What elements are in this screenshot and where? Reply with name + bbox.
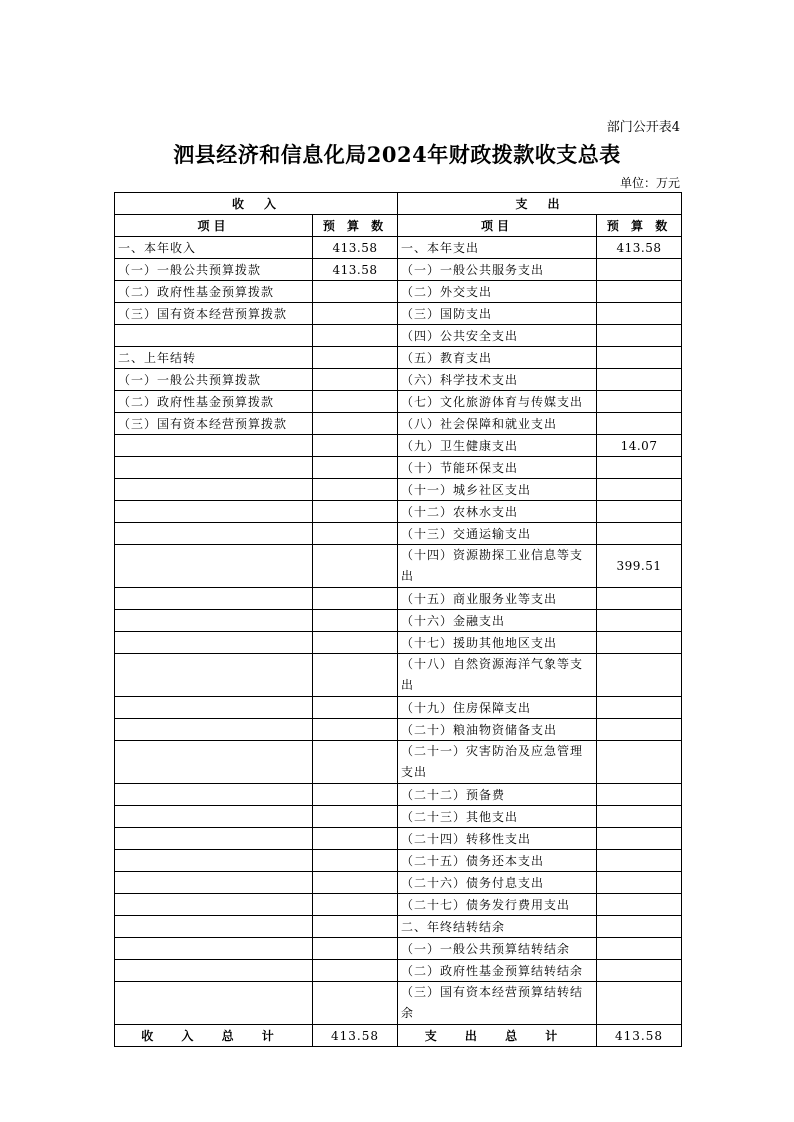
income-value-cell bbox=[313, 938, 398, 960]
income-item-cell bbox=[115, 457, 313, 479]
table-row bbox=[115, 610, 682, 632]
table-row bbox=[115, 413, 682, 435]
expense-value-cell bbox=[597, 654, 682, 697]
expense-value-cell bbox=[597, 347, 682, 369]
income-value-cell bbox=[313, 654, 398, 697]
page-title: 泗县经济和信息化局2024年财政拨款收支总表 bbox=[173, 142, 621, 167]
income-item-cell bbox=[115, 960, 313, 982]
expense-item-cell: （二十）粮油物资储备支出 bbox=[398, 719, 597, 741]
table-row bbox=[115, 894, 682, 916]
total-row bbox=[115, 1025, 682, 1047]
table-row bbox=[115, 632, 682, 654]
table-row bbox=[115, 588, 682, 610]
expense-value-cell bbox=[597, 719, 682, 741]
expense-value-cell bbox=[597, 850, 682, 872]
table-row bbox=[115, 237, 682, 259]
income-value-cell bbox=[313, 545, 398, 588]
table-row bbox=[115, 545, 682, 588]
expense-item-cell: 一、本年支出 bbox=[398, 237, 597, 259]
income-item-cell: （三）国有资本经营预算拨款 bbox=[115, 413, 313, 435]
income-item-cell bbox=[115, 719, 313, 741]
expense-value-cell bbox=[597, 523, 682, 545]
expense-budget-header: 预 算 数 bbox=[597, 215, 682, 237]
income-value-cell bbox=[313, 806, 398, 828]
income-item-cell bbox=[115, 654, 313, 697]
income-value-cell bbox=[313, 435, 398, 457]
unit-label: 单位：万元 bbox=[619, 176, 680, 190]
table-row bbox=[115, 523, 682, 545]
expense-value-cell bbox=[597, 588, 682, 610]
table-row bbox=[115, 281, 682, 303]
income-value-cell bbox=[313, 281, 398, 303]
income-item-cell bbox=[115, 610, 313, 632]
income-item-cell bbox=[115, 741, 313, 784]
income-item-cell bbox=[115, 632, 313, 654]
income-value-cell bbox=[313, 960, 398, 982]
expense-item-cell: （十四）资源勘探工业信息等支出 bbox=[398, 545, 597, 588]
income-value-cell bbox=[313, 588, 398, 610]
income-item-cell: （一）一般公共预算拨款 bbox=[115, 369, 313, 391]
income-item-cell: （二）政府性基金预算拨款 bbox=[115, 391, 313, 413]
expense-item-cell: 二、年终结转结余 bbox=[398, 916, 597, 938]
expense-item-cell: （十三）交通运输支出 bbox=[398, 523, 597, 545]
table-row bbox=[115, 828, 682, 850]
table-row bbox=[115, 982, 682, 1025]
expense-item-cell: （十一）城乡社区支出 bbox=[398, 479, 597, 501]
expense-item-cell: （四）公共安全支出 bbox=[398, 325, 597, 347]
table-row bbox=[115, 501, 682, 523]
income-value-cell bbox=[313, 828, 398, 850]
table-subheader-row bbox=[115, 215, 682, 237]
income-item-cell bbox=[115, 828, 313, 850]
expense-item-cell: （一）一般公共预算结转结余 bbox=[398, 938, 597, 960]
table-row bbox=[115, 806, 682, 828]
expense-total-value: 413.58 bbox=[597, 1025, 682, 1047]
income-item-cell bbox=[115, 325, 313, 347]
income-value-cell: 413.58 bbox=[313, 259, 398, 281]
table-row bbox=[115, 938, 682, 960]
expense-value-cell bbox=[597, 413, 682, 435]
expense-item-cell: （二十三）其他支出 bbox=[398, 806, 597, 828]
income-value-cell bbox=[313, 632, 398, 654]
expense-item-cell: （二十五）债务还本支出 bbox=[398, 850, 597, 872]
table-row bbox=[115, 259, 682, 281]
income-value-cell: 413.58 bbox=[313, 237, 398, 259]
income-item-cell bbox=[115, 501, 313, 523]
income-item-cell bbox=[115, 435, 313, 457]
income-item-cell bbox=[115, 894, 313, 916]
expense-item-cell: （十六）金融支出 bbox=[398, 610, 597, 632]
income-value-cell bbox=[313, 982, 398, 1025]
expense-item-cell: （十五）商业服务业等支出 bbox=[398, 588, 597, 610]
income-value-cell bbox=[313, 719, 398, 741]
income-value-cell bbox=[313, 479, 398, 501]
expense-item-cell: （二十六）债务付息支出 bbox=[398, 872, 597, 894]
income-item-cell bbox=[115, 545, 313, 588]
expense-value-cell bbox=[597, 938, 682, 960]
budget-table bbox=[114, 192, 682, 1047]
expense-value-cell bbox=[597, 784, 682, 806]
expense-item-cell: （二）政府性基金预算结转结余 bbox=[398, 960, 597, 982]
table-row bbox=[115, 325, 682, 347]
income-value-cell bbox=[313, 697, 398, 719]
income-value-cell bbox=[313, 741, 398, 784]
income-item-cell bbox=[115, 697, 313, 719]
income-item-cell bbox=[115, 938, 313, 960]
expense-item-cell: （七）文化旅游体育与传媒支出 bbox=[398, 391, 597, 413]
income-value-cell bbox=[313, 610, 398, 632]
income-value-cell bbox=[313, 916, 398, 938]
income-header: 收 入 bbox=[115, 193, 398, 215]
expense-value-cell bbox=[597, 697, 682, 719]
expense-item-cell: （九）卫生健康支出 bbox=[398, 435, 597, 457]
expense-value-cell bbox=[597, 281, 682, 303]
expense-item-cell: （十七）援助其他地区支出 bbox=[398, 632, 597, 654]
income-item-cell bbox=[115, 588, 313, 610]
income-budget-header: 预 算 数 bbox=[313, 215, 398, 237]
income-value-cell bbox=[313, 872, 398, 894]
table-row bbox=[115, 303, 682, 325]
expense-value-cell: 14.07 bbox=[597, 435, 682, 457]
expense-item-cell: （二十一）灾害防治及应急管理支出 bbox=[398, 741, 597, 784]
income-total-value: 413.58 bbox=[313, 1025, 398, 1047]
table-row bbox=[115, 741, 682, 784]
income-value-cell bbox=[313, 347, 398, 369]
income-item-cell: 一、本年收入 bbox=[115, 237, 313, 259]
expense-item-cell: （十二）农林水支出 bbox=[398, 501, 597, 523]
income-value-cell bbox=[313, 413, 398, 435]
income-item-cell bbox=[115, 806, 313, 828]
table-row bbox=[115, 479, 682, 501]
expense-value-cell bbox=[597, 916, 682, 938]
expense-value-cell bbox=[597, 872, 682, 894]
expense-item-cell: （十）节能环保支出 bbox=[398, 457, 597, 479]
table-row bbox=[115, 391, 682, 413]
expense-value-cell bbox=[597, 610, 682, 632]
table-row bbox=[115, 457, 682, 479]
expense-value-cell bbox=[597, 806, 682, 828]
table-row bbox=[115, 916, 682, 938]
income-total-label: 收 入 总 计 bbox=[115, 1025, 313, 1047]
table-row bbox=[115, 347, 682, 369]
income-item-cell: 二、上年结转 bbox=[115, 347, 313, 369]
expense-item-cell: （二）外交支出 bbox=[398, 281, 597, 303]
expense-item-header: 项目 bbox=[398, 215, 597, 237]
income-item-cell bbox=[115, 479, 313, 501]
table-row bbox=[115, 369, 682, 391]
table-row bbox=[115, 719, 682, 741]
table-row bbox=[115, 654, 682, 697]
income-value-cell bbox=[313, 501, 398, 523]
income-item-cell: （二）政府性基金预算拨款 bbox=[115, 281, 313, 303]
expense-header: 支 出 bbox=[398, 193, 682, 215]
income-value-cell bbox=[313, 391, 398, 413]
expense-item-cell: （二十七）债务发行费用支出 bbox=[398, 894, 597, 916]
table-row bbox=[115, 435, 682, 457]
expense-value-cell: 399.51 bbox=[597, 545, 682, 588]
expense-value-cell bbox=[597, 894, 682, 916]
expense-item-cell: （二十二）预备费 bbox=[398, 784, 597, 806]
expense-value-cell bbox=[597, 960, 682, 982]
expense-item-cell: （五）教育支出 bbox=[398, 347, 597, 369]
income-item-cell bbox=[115, 850, 313, 872]
income-value-cell bbox=[313, 894, 398, 916]
income-value-cell bbox=[313, 457, 398, 479]
expense-value-cell bbox=[597, 391, 682, 413]
expense-value-cell bbox=[597, 828, 682, 850]
table-row bbox=[115, 784, 682, 806]
expense-value-cell bbox=[597, 303, 682, 325]
expense-value-cell bbox=[597, 259, 682, 281]
expense-value-cell bbox=[597, 982, 682, 1025]
table-row bbox=[115, 697, 682, 719]
income-value-cell bbox=[313, 325, 398, 347]
income-item-cell: （三）国有资本经营预算拨款 bbox=[115, 303, 313, 325]
expense-total-label: 支 出 总 计 bbox=[398, 1025, 597, 1047]
expense-item-cell: （二十四）转移性支出 bbox=[398, 828, 597, 850]
income-value-cell bbox=[313, 784, 398, 806]
expense-value-cell bbox=[597, 632, 682, 654]
expense-item-cell: （八）社会保障和就业支出 bbox=[398, 413, 597, 435]
expense-value-cell bbox=[597, 369, 682, 391]
income-item-cell bbox=[115, 784, 313, 806]
expense-value-cell bbox=[597, 457, 682, 479]
table-row bbox=[115, 960, 682, 982]
income-value-cell bbox=[313, 369, 398, 391]
income-item-header: 项目 bbox=[115, 215, 313, 237]
expense-item-cell: （十八）自然资源海洋气象等支出 bbox=[398, 654, 597, 697]
income-item-cell: （一）一般公共预算拨款 bbox=[115, 259, 313, 281]
expense-value-cell bbox=[597, 501, 682, 523]
table-row bbox=[115, 850, 682, 872]
table-header-row bbox=[115, 193, 682, 215]
expense-item-cell: （一）一般公共服务支出 bbox=[398, 259, 597, 281]
income-item-cell bbox=[115, 872, 313, 894]
income-item-cell bbox=[115, 982, 313, 1025]
income-value-cell bbox=[313, 303, 398, 325]
income-value-cell bbox=[313, 850, 398, 872]
expense-item-cell: （三）国防支出 bbox=[398, 303, 597, 325]
expense-value-cell bbox=[597, 479, 682, 501]
expense-value-cell bbox=[597, 325, 682, 347]
income-item-cell bbox=[115, 916, 313, 938]
table-row bbox=[115, 872, 682, 894]
expense-item-cell: （三）国有资本经营预算结转结余 bbox=[398, 982, 597, 1025]
income-item-cell bbox=[115, 523, 313, 545]
form-id: 部门公开表4 bbox=[606, 120, 680, 135]
expense-item-cell: （十九）住房保障支出 bbox=[398, 697, 597, 719]
expense-item-cell: （六）科学技术支出 bbox=[398, 369, 597, 391]
expense-value-cell bbox=[597, 741, 682, 784]
expense-value-cell: 413.58 bbox=[597, 237, 682, 259]
income-value-cell bbox=[313, 523, 398, 545]
